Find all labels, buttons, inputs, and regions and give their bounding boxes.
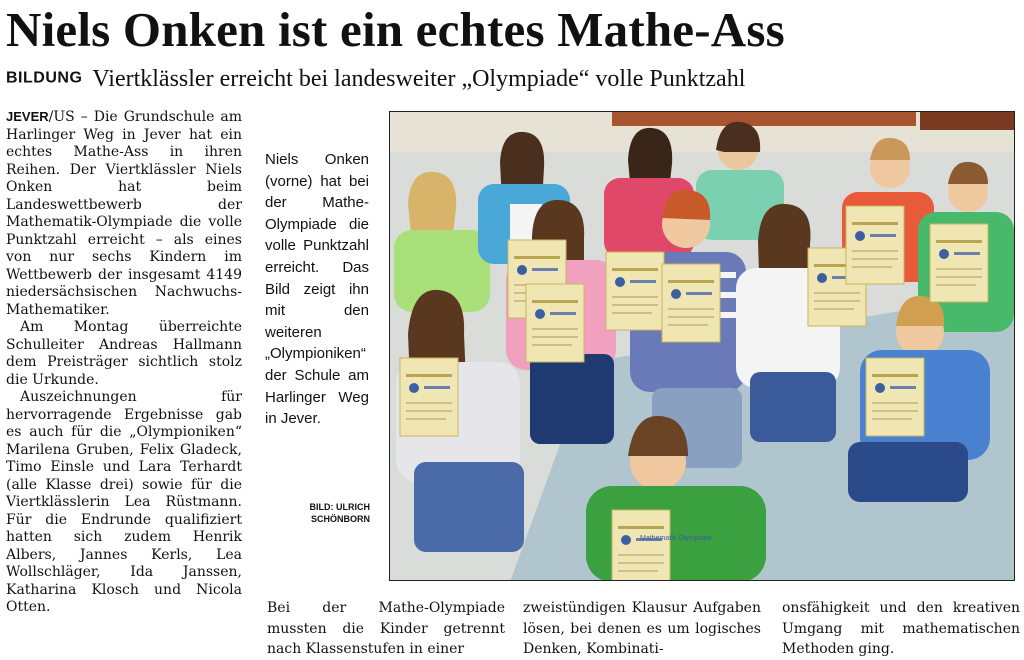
article-column-1: [6, 108, 242, 617]
photo-caption: Niels Onken (vorne) hat bei der Mathe-Olympiade die volle Punktzahl erreicht. Das Bild zeigt ihn mit den weiteren „Olympioniken“ der Schule am Harlinger Weg in Jever.: [265, 151, 369, 428]
certificate-label: Mathematik Olympiade: [640, 535, 712, 542]
headline: Niels Onken ist ein echtes Mathe-Ass: [6, 2, 785, 57]
kicker: BILDUNG: [6, 69, 83, 87]
author: /US: [48, 109, 75, 125]
certificate: [846, 206, 904, 284]
group-photo: [389, 111, 1015, 581]
certificate: [662, 264, 720, 342]
photo-credit: [270, 501, 370, 525]
article-bottom-column-1: Bei der Mathe-Olympiade mussten die Kinder getrennt nach Klassenstufen in einer: [267, 600, 505, 657]
certificate: [400, 358, 458, 436]
paragraph-1: [6, 108, 242, 319]
subtitle: Viertklässler erreicht bei landesweiter „Olympiade“ volle Punktzahl: [92, 65, 746, 92]
credit-line-1: BILD: ULRICH: [309, 502, 370, 512]
certificate: [526, 284, 584, 362]
paragraph-1-text: – Die Grundschule am Harlinger Weg in Jever hat ein echtes Mathe-Ass in ihren Reihen. Der Viertklässler Niels Onken hat beim Landeswettbewerb der Mathematik-Olympiade die volle Punktzahl erreicht – als eines von nur sechs Kindern im Wettbewerb der insgesamt 4149 niedersächsischen Nachwuchs-Mathematiker.: [6, 109, 242, 318]
group-photo-illustration: [390, 112, 1015, 581]
paragraph-2: Am Montag überreichte Schulleiter Andreas Hallmann dem Preisträger sichtlich stolz die Urkunde.: [6, 319, 242, 388]
certificate: [612, 510, 670, 581]
certificate: [866, 358, 924, 436]
dateline: JEVER: [6, 109, 49, 124]
article-bottom-column-3: onsfähigkeit und den kreativen Umgang mit mathematischen Methoden ging.: [782, 600, 1020, 657]
certificate: [930, 224, 988, 302]
subheadline: [6, 62, 745, 94]
paragraph-3: Auszeichnungen für hervorragende Ergebnisse gab es auch für die „Olympioniken“ Marilena Gruben, Felix Gladeck, Timo Einsle und Lara Terhardt (alle Klasse drei) sowie für die Viertklässlerin Lea Rüstmann. Für die Endrunde qualifiziert hatten sich zudem Henrik Albers, Jannes Kerls, Lea Wollschläger, Ida Janssen, Katharina Klosch und Nicola Otten.: [6, 389, 242, 615]
article-bottom-column-2: zweistündigen Klausur Aufgaben lösen, bei denen es um logisches Denken, Kombinati-: [523, 600, 761, 657]
table: [612, 112, 916, 126]
credit-line-2: SCHÖNBORN: [310, 514, 370, 524]
certificate: [606, 252, 664, 330]
